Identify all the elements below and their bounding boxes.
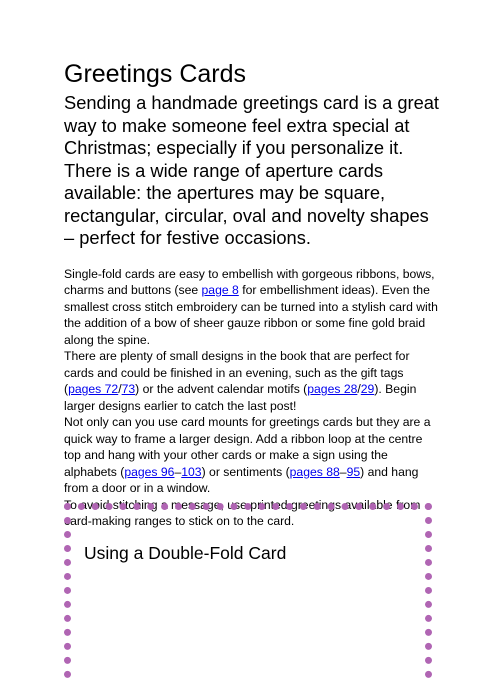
link-pages-72[interactable]: pages 72 <box>68 382 119 396</box>
text-run: / <box>357 382 361 396</box>
link-pages-96[interactable]: pages 96 <box>124 464 175 479</box>
link-page-73[interactable]: 73 <box>121 382 136 396</box>
page-title: Greetings Cards <box>64 60 247 88</box>
link-page-103[interactable]: 103 <box>181 464 202 479</box>
article <box>64 60 442 530</box>
text-run: ). Begin larger designs earlier to catch the last post! <box>64 382 417 413</box>
text-run: – <box>174 464 182 479</box>
link-page-29[interactable]: 29 <box>360 382 375 396</box>
paragraph-single-fold <box>64 266 442 349</box>
text-run: There are plenty of small designs in the book that are perfect for cards and could be finished in an evening, such as the gift tags ( <box>64 349 410 396</box>
text-run: Not only can you use card mounts for greetings cards but they are a quick way to frame a larger design. Add a ribbon loop at the centre top and hang with your other cards or make a sign using the alphabets ( <box>64 415 431 479</box>
link-page-8[interactable]: page 8 <box>201 283 239 297</box>
text-run: Single-fold cards are easy to embellish with gorgeous ribbons, bows, charms and buttons (see <box>64 266 435 297</box>
box-heading: Using a Double-Fold Card <box>84 543 287 563</box>
link-page-95[interactable]: 95 <box>346 464 361 479</box>
text-run: ) or the advent calendar motifs ( <box>135 382 308 396</box>
text-run: – <box>339 464 347 479</box>
sidebar-box <box>64 503 432 678</box>
text-run: ) and hang from a door or in a window. <box>64 464 419 495</box>
lead-paragraph: Sending a handmade greetings card is a great way to make someone feel extra special at Christmas; especially if you personalize it. There is a wide range of aperture cards available: the apertures may be square, rectangular, circular, oval and novelty shapes – perfect for festive occasions. <box>64 92 440 248</box>
link-pages-88[interactable]: pages 88 <box>289 464 340 479</box>
paragraph-card-mounts <box>64 414 442 497</box>
paragraph-printed-greetings: To avoid stitching a message, use printed greetings available from card-making ranges to stick on to the card. <box>64 497 421 528</box>
text-run: ) or sentiments ( <box>201 464 290 479</box>
text-run: for embellishment ideas). Even the smallest cross stitch embroidery can be turned into a stylish card with the addition of a bow of sheer gauze ribbon or some fine gold braid along the spine. <box>64 283 438 347</box>
text-run: / <box>118 382 122 396</box>
article-body <box>64 266 442 530</box>
paragraph-small-designs <box>64 348 442 414</box>
link-pages-28[interactable]: pages 28 <box>307 382 358 396</box>
